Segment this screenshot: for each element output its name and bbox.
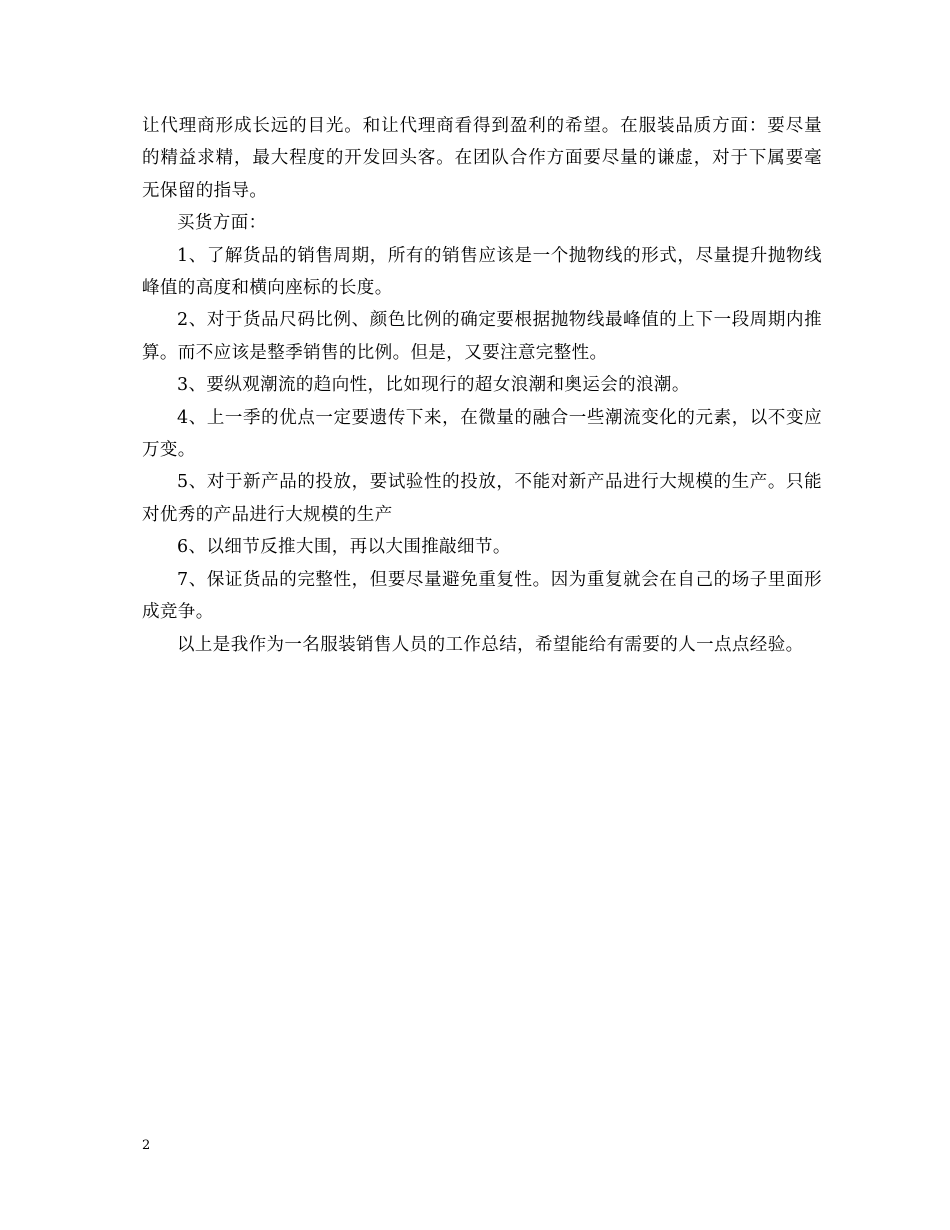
paragraph: 4、上一季的优点一定要遗传下来，在微量的融合一些潮流变化的元素，以不变应万变。 (142, 407, 822, 461)
paragraph: 以上是我作为一名服装销售人员的工作总结，希望能给有需要的人一点点经验。 (177, 634, 804, 655)
paragraph: 1、了解货品的销售周期，所有的销售应该是一个抛物线的形式，尽量提升抛物线峰值的高度和横向座标的长度。 (142, 245, 822, 299)
document-body (142, 110, 822, 661)
paragraph: 3、要纵观潮流的趋向性，比如现行的超女浪潮和奥运会的浪潮。 (177, 375, 690, 396)
paragraph: 5、对于新产品的投放，要试验性的投放，不能对新产品进行大规模的生产。只能对优秀的产品进行大规模的生产 (142, 472, 822, 525)
paragraph: 让代理商形成长远的目光。和让代理商看得到盈利的希望。在服装品质方面：要尽量的精益求精，最大程度的开发回头客。在团队合作方面要尽量的谦虚，对于下属要毫无保留的指导。 (142, 116, 822, 201)
page-number: 2 (142, 1138, 151, 1153)
paragraph: 买货方面： (177, 213, 267, 234)
paragraph: 6、以细节反推大围，再以大围推敲细节。 (177, 537, 511, 558)
paragraph: 7、保证货品的完整性，但要尽量避免重复性。因为重复就会在自己的场子里面形成竞争。 (142, 569, 822, 623)
paragraph: 2、对于货品尺码比例、颜色比例的确定要根据抛物线最峰值的上下一段周期内推算。而不应该是整季销售的比例。但是，又要注意完整性。 (142, 310, 822, 363)
